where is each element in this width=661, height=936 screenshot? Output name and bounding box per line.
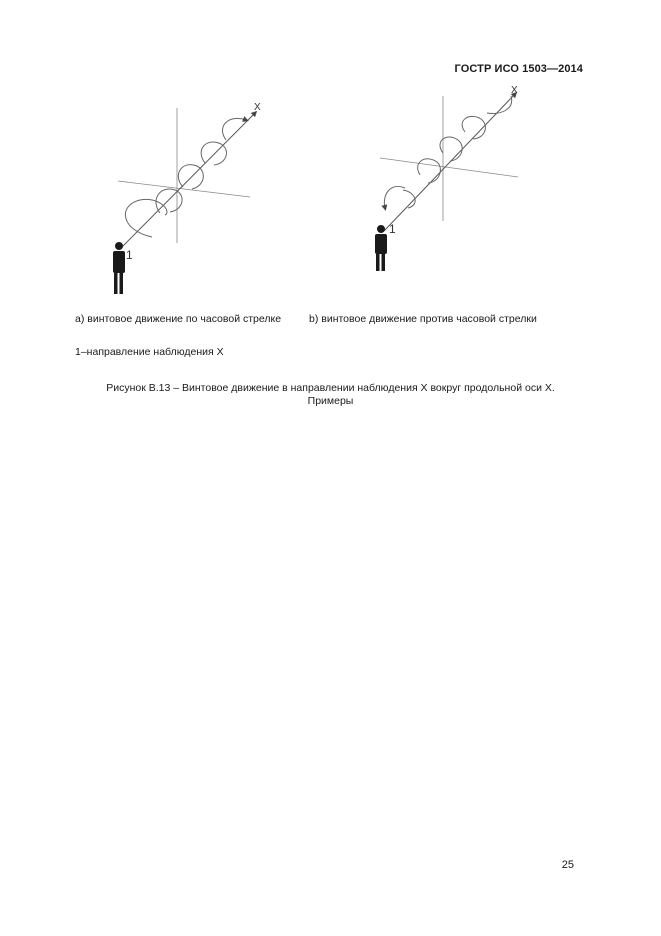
panel-b-horizontal-axis	[380, 158, 518, 177]
panel-b-axis-label: X	[511, 85, 518, 96]
figure-title	[0, 382, 661, 408]
panel-b-observer-label: 1	[389, 222, 396, 236]
panel-a-axis-label: X	[254, 102, 261, 113]
figure-legend: 1–направление наблюдения X	[75, 346, 224, 358]
panel-a-horizontal-axis	[118, 181, 250, 197]
panel-a-diagram	[113, 102, 261, 294]
page-number: 25	[561, 859, 574, 871]
panel-a-x-axis-arrow	[122, 113, 255, 247]
panel-b-helix	[384, 96, 511, 208]
panel-b-x-axis-arrow	[384, 94, 515, 231]
panel-a-helix	[125, 118, 246, 237]
panel-b-diagram	[375, 85, 518, 271]
caption-counterclockwise: b) винтовое движение против часовой стрелки	[309, 313, 537, 325]
document-header: ГОСТР ИСО 1503—2014	[454, 63, 583, 75]
panel-a-observer-person-icon	[113, 242, 125, 294]
helical-motion-figure	[0, 0, 661, 330]
panel-a-observer-label: 1	[126, 248, 133, 262]
figure-title-line2: Примеры	[307, 395, 354, 407]
panel-b-observer-person-icon	[375, 225, 387, 271]
figure-title-line1: Рисунок В.13 – Винтовое движение в направлении наблюдения X вокруг продольной оси X.	[106, 382, 555, 394]
caption-clockwise: а) винтовое движение по часовой стрелке	[75, 313, 282, 325]
